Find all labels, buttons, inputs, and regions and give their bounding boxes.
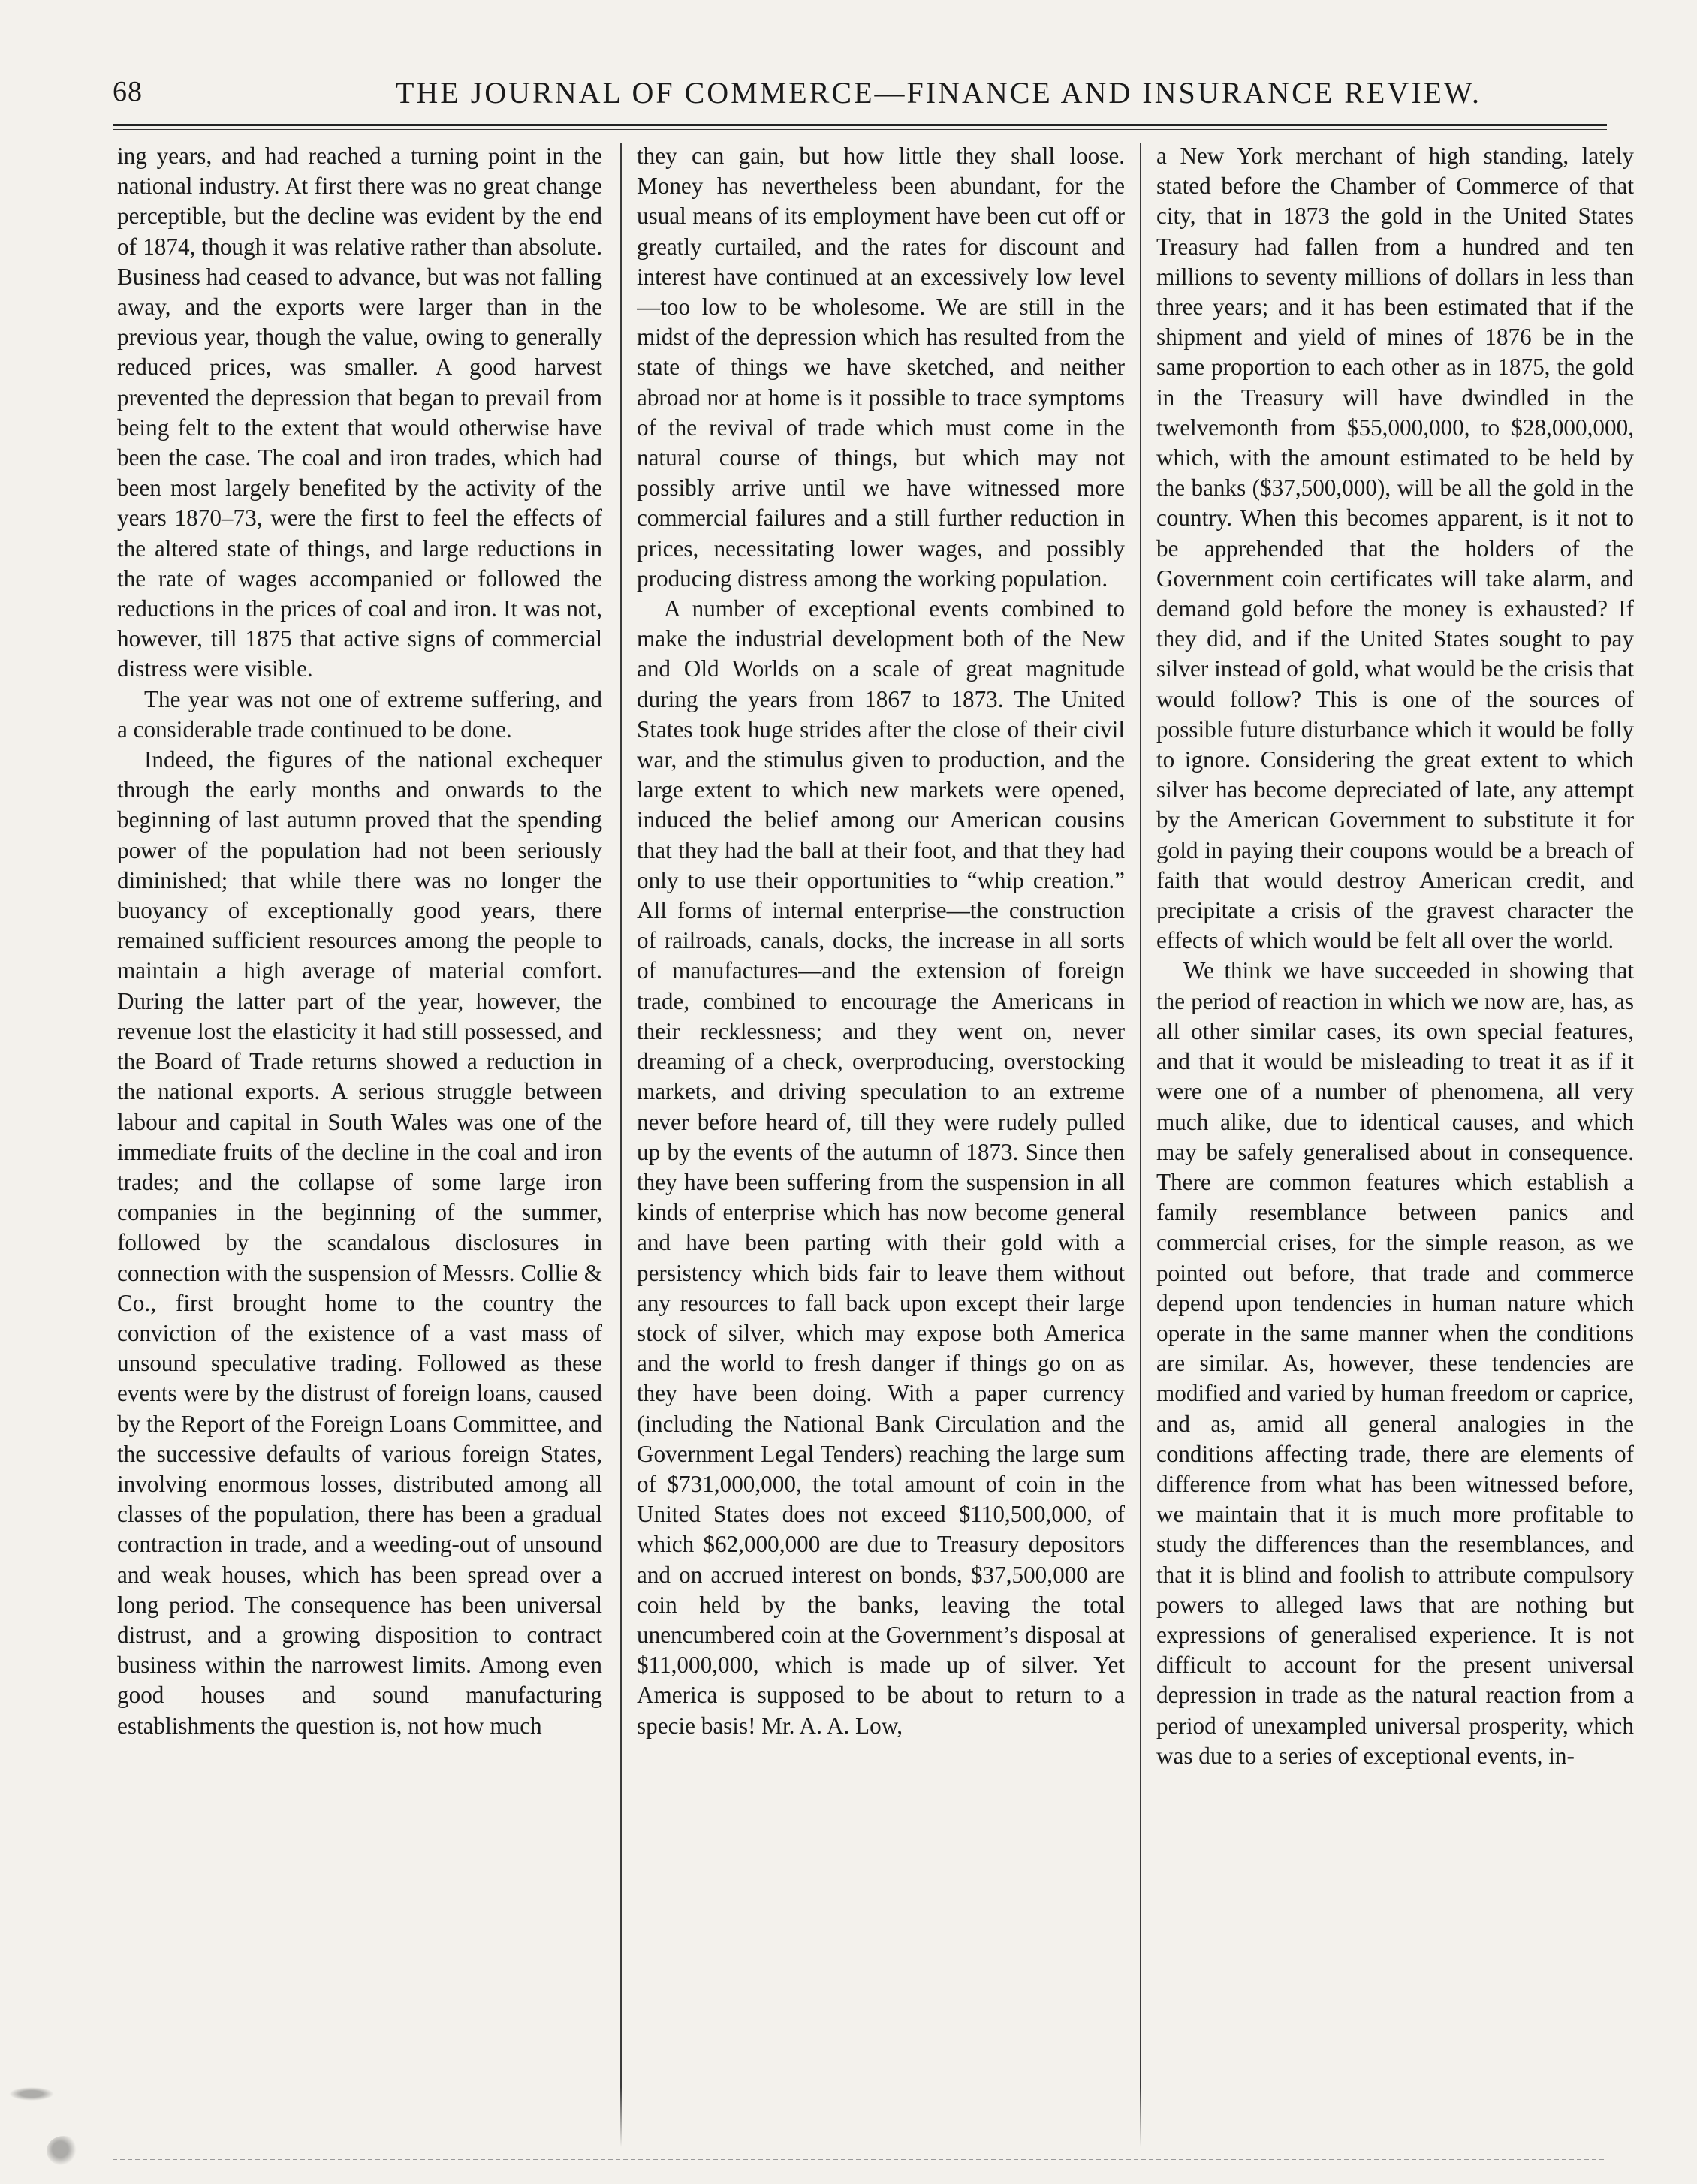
- paragraph: A number of exceptional events combined to make the industrial development both of the New and Old Worlds on a scale of great magnitude during the years from 1867 to 1873. The United States took huge strides after the close of their civil war, and the stimulus given to production, and the large extent to which new markets were opened, induced the belief among our American cousins that they had the ball at their foot, and that they had only to use their opportunities to “whip creation.” All forms of internal enterprise—the construction of railroads, canals, docks, the increase in all sorts of manufactures—and the extension of foreign trade, combined to encourage the Americans in their recklessness; and they went on, never dreaming of a check, overproducing, overstocking markets, and driving speculation to an extreme never before heard of, till they were rudely pulled up by the events of the autumn of 1873. Since then they have been suffering from the suspension in all kinds of enterprise which has now become general and have been parting with their gold with a persistency which bids fair to leave them without any resources to fall back upon except their large stock of silver, which may expose both America and the world to fresh danger if things go on as they have been doing. With a paper currency (including the National Bank Circulation and the Government Legal Tenders) reaching the large sum of $731,000,000, the total amount of coin in the United States does not exceed $110,500,000, of which $62,000,000 are due to Treasury depositors and on accrued interest on bonds, $37,500,000 are coin held by the banks, leaving the total unencumbered coin at the Government’s disposal at $11,000,000, which is made up of silver. Yet America is supposed to be about to return to a specie basis! Mr. A. A. Low,: [637, 595, 1125, 1739]
- text-column-1: [117, 141, 602, 2153]
- header-rule-thick: [113, 124, 1607, 126]
- paragraph: ing years, and had reached a turning point in the national industry. At first there was no great change perceptible, but the decline was evident by the end of 1874, though it was relative rather than absolute. Business had ceased to advance, but was not falling away, and the exports were larger than in the previous year, though the value, owing to generally reduced prices, was smaller. A good harvest prevented the depression that began to prevail from being felt to the extent that would otherwise have been the case. The coal and iron trades, which had been most largely benefited by the activity of the years 1870–73, were the first to feel the effects of the altered state of things, and large reductions in the rate of wages accompanied or followed the reductions in the prices of coal and iron. It was not, however, till 1875 that active signs of commercial distress were visible.: [117, 143, 602, 682]
- ink-smudge: [47, 2136, 81, 2166]
- header-rule-thin: [113, 129, 1607, 130]
- footer-rule: [113, 2159, 1607, 2160]
- page-header: [113, 75, 1599, 120]
- text-column-2: [637, 141, 1125, 2153]
- column-divider-2: [1140, 143, 1141, 2147]
- paragraph: We think we have succeeded in showing that the period of reaction in which we now are, has, as all other similar cases, its own special features, and that it would be misleading to treat it as if it were one of a number of phenomena, all very much alike, due to identical causes, and which may be safely generalised about in consequence. There are common features which establish a family resemblance between panics and commercial crises, for the simple reason, as we pointed out before, that trade and commerce depend upon tendencies in human nature which operate in the same manner when the conditions are similar. As, however, these tendencies are modified and varied by human freedom or caprice, and as, amid all general analogies in the conditions affecting trade, there are elements of difference from what has been witnessed before, we maintain that it is much more profitable to study the differences than the resemblances, and that it is blind and foolish to attribute compulsory powers to alleged laws that are nothing but expressions of generalised experience. It is not difficult to account for the present universal depression in trade as the natural reaction from a period of unexampled universal prosperity, which was due to a series of exceptional events, in-: [1156, 957, 1634, 1769]
- paragraph: Indeed, the figures of the national exchequer through the early months and onwards to the beginning of last autumn proved that the spending power of the population had not been seriously diminished; that while there was no longer the buoyancy of exceptionally good years, there remained sufficient resources among the people to maintain a high average of material comfort. During the latter part of the year, however, the revenue lost the elasticity it had still possessed, and the Board of Trade returns showed a reduction in the national exports. A serious struggle between labour and capital in South Wales was one of the immediate fruits of the decline in the coal and iron trades; and the collapse of some large iron companies in the beginning of the summer, followed by the scandalous disclosures in connection with the suspension of Messrs. Collie & Co., first brought home to the country the conviction of the existence of a vast mass of unsound speculative trading. Followed as these events were by the distrust of foreign loans, caused by the Report of the Foreign Loans Committee, and the successive defaults of various foreign States, involving enormous losses, distributed among all classes of the population, there has been a gradual contraction in trade, and a weeding-out of unsound and weak houses, which has been spread over a long period. The consequence has been universal distrust, and a growing disposition to contract business within the narrowest limits. Among even good houses and sound manufacturing establishments the question is, not how much: [117, 746, 602, 1739]
- running-title: THE JOURNAL OF COMMERCE—FINANCE AND INSURANCE REVIEW.: [395, 76, 1482, 110]
- ink-smudge: [9, 2087, 54, 2101]
- paragraph: The year was not one of extreme suffering, and a considerable trade continued to be done.: [117, 685, 602, 743]
- page-number: 68: [113, 76, 143, 107]
- text-column-3: [1156, 141, 1634, 2153]
- paragraph: a New York merchant of high standing, lately stated before the Chamber of Commerce of that city, that in 1873 the gold in the United States Treasury had fallen from a hundred and ten millions to seventy millions of dollars in less than three years; and it has been estimated that if the shipment and yield of mines of 1876 be in the same proportion to each other as in 1875, the gold in the Treasury will have dwindled in the twelvemonth from $55,000,000, to $28,000,000, which, with the amount estimated to be held by the banks ($37,500,000), will be all the gold in the country. When this becomes apparent, is it not to be apprehended that the holders of the Government coin certificates will take alarm, and demand gold before the money is exhausted? If they did, and if the United States sought to pay silver instead of gold, what would be the crisis that would follow? This is one of the sources of possible future disturbance which it would be folly to ignore. Considering the great extent to which silver has become depreciated of late, any attempt by the American Government to substitute it for gold in paying their coupons would be a breach of faith that would destroy American credit, and precipitate a crisis of the gravest character the effects of which would be felt all over the world.: [1156, 143, 1634, 954]
- column-divider-1: [620, 143, 622, 2147]
- paragraph: they can gain, but how little they shall loose. Money has nevertheless been abundant, for the usual means of its employment have been cut off or greatly curtailed, and the rates for discount and interest have continued at an excessively low level—too low to be wholesome. We are still in the midst of the depression which has resulted from the state of things we have sketched, and neither abroad nor at home is it possible to trace symptoms of the revival of trade which must come in the natural course of things, but which may not possibly arrive until we have witnessed more commercial failures and a still further reduction in prices, necessitating lower wages, and possibly producing distress among the working population.: [637, 143, 1125, 592]
